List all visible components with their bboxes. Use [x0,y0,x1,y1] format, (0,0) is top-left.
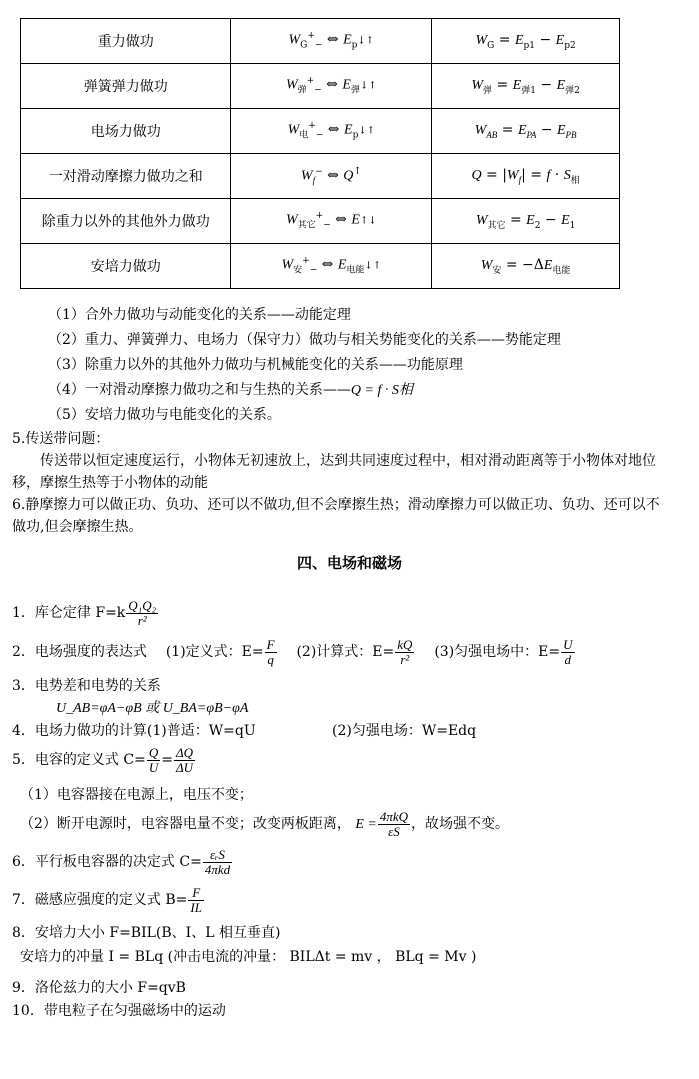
relation-cell: $W_电^+_-$ ⇔ $E_p↓↑$ [231,109,432,154]
item-5: 5．电容的定义式 C= $\frac{Q}{U}$ = $\frac{\Delta Q}{\Delta U}$ [12,745,193,775]
formula-cell: $W_弹 = E_{弹1} - E_{弹2}$ [432,64,620,109]
relation-cell: $W_{其它}^+_-$ ⇔ E↑↓ [231,199,432,244]
item-1: 1．库仑定律 F=k $\frac{\text{Q₁Q₂}}{\text{r²}}$ [12,598,157,628]
formula-cell: $Q = |W_f| = f \cdot S_相$ [432,154,620,199]
item-7: 7．磁感应强度的定义式 B= $\frac{F}{IL}$ [12,885,202,915]
item-6-text: 6．平行板电容器的决定式 C= [12,854,202,871]
section-title: 四、电场和磁场 [296,554,402,572]
item-4a: 4．电场力做功的计算(1)普适：W=qU [12,723,256,739]
formula-cell: $W_{其它} = E_2 - E_1$ [432,199,620,244]
relation-cell: $W_f^-$ ⇔ Q↑ [231,154,432,199]
table-row [21,64,620,109]
item-1-text: 1．库仑定律 F=k [12,605,126,622]
table-row [21,244,620,289]
item-8: 8．安培力大小 F=BIL(B、I、L 相互垂直) [12,925,281,941]
work-cell: 电场力做功 [21,109,231,154]
item-2-uniform: (3)匀强电场中：E= [434,644,561,661]
table-row [21,19,620,64]
formula-cell: $W_G = E_{p1} - E_{p2}$ [432,19,620,64]
relation-cell: $W_安^+_-$ ⇔ $E_{电能}↓↑$ [231,244,432,289]
work-cell: 弹簧弹力做功 [21,64,231,109]
work-cell: 重力做功 [21,19,231,64]
table-row [21,199,620,244]
item-3: 3．电势差和电势的关系 [12,678,161,694]
item-5b: （2）断开电源时，电容器电量不变；改变两板距离， E = $\frac{\text{4πkQ}}{\varepsilon S}$ ，故场强不变。 [20,809,510,839]
work-cell: 除重力以外的其他外力做功 [21,199,231,244]
item-5b-text: （2）断开电源时，电容器电量不变；改变两板距离， [20,816,351,833]
item-10: 10．带电粒子在匀强磁场中的运动 [12,1003,226,1019]
relation-4-formula: Q = f · S相 [350,383,413,398]
item6-line-1: 6.静摩擦力可以做正功、负功、还可以不做功,但不会摩擦生热；滑动摩擦力可以做正功、负功、还可以不 [12,497,660,513]
relation-3: （3）除重力以外的其他外力做功与机械能变化的关系——功能原理 [48,357,463,373]
item-9: 9．洛伦兹力的大小 F=qvB [12,980,186,996]
item-6: 6．平行板电容器的决定式 C= $\frac{\text{εᵣS}}{\text{4πkd}}$ [12,847,231,877]
relation-cell: $W_弹^+_-$ ⇔ $E_弹↓↑$ [231,64,432,109]
item-2: 2．电场强度的表达式 (1)定义式：E= $\frac{F}{q}$ (2)计算式：E= $\frac{kQ}{\text{r²}}$ (3)匀强电场中：E= $\frac{U}{d}$ [12,637,573,667]
work-cell: 一对滑动摩擦力做功之和 [21,154,231,199]
item-5-text: 5．电容的定义式 C= [12,752,146,769]
work-cell: 安培力做功 [21,244,231,289]
item5-body-2: 移，摩擦生热等于小物体的动能 [12,475,208,491]
relation-5: （5）安培力做功与电能变化的关系。 [48,407,281,423]
relation-4 [48,379,413,399]
item-4b: (2)匀强电场：W=Edq [332,723,477,739]
relation-4-text: （4）一对滑动摩擦力做功之和与生热的关系—— [48,382,351,398]
table-row [21,109,620,154]
item5-title: 5.传送带问题： [12,431,110,447]
item-5b-tail: ，故场强不变。 [411,816,510,833]
item-7-text: 7．磁感应强度的定义式 B= [12,892,188,909]
item-2-text: 2．电场强度的表达式 [12,644,147,661]
relation-1: （1）合外力做功与动能变化的关系——动能定理 [48,307,351,323]
item-2-def: (1)定义式：E= [165,644,264,661]
item-8b: 安培力的冲量 I = BLq (冲击电流的冲量： BILΔt = mv ， BLq = Mv ) [20,949,477,965]
table-row [21,154,620,199]
formula-cell: $W_安 = -\Delta E_{电能}$ [432,244,620,289]
work-energy-table [20,18,620,289]
relation-cell: $W_G^+_-$ ⇔ $E_p↓↑$ [231,19,432,64]
item6-line-2: 做功,但会摩擦生热。 [12,519,143,535]
item-5a: （1）电容器接在电源上，电压不变； [20,787,253,803]
item-2-calc: (2)计算式：E= [296,644,395,661]
item5-body-1: 传送带以恒定速度运行，小物体无初速放上，达到共同速度过程中，相对滑动距离等于小物体对地位 [40,453,656,469]
item-3-formula: U_AB=φA−φB 或 U_BA=φB−φA [56,701,249,716]
formula-cell: $W_{AB} = E_{PA} - E_{PB}$ [432,109,620,154]
relation-2: （2）重力、弹簧弹力、电场力（保守力）做功与相关势能变化的关系——势能定理 [48,332,561,348]
